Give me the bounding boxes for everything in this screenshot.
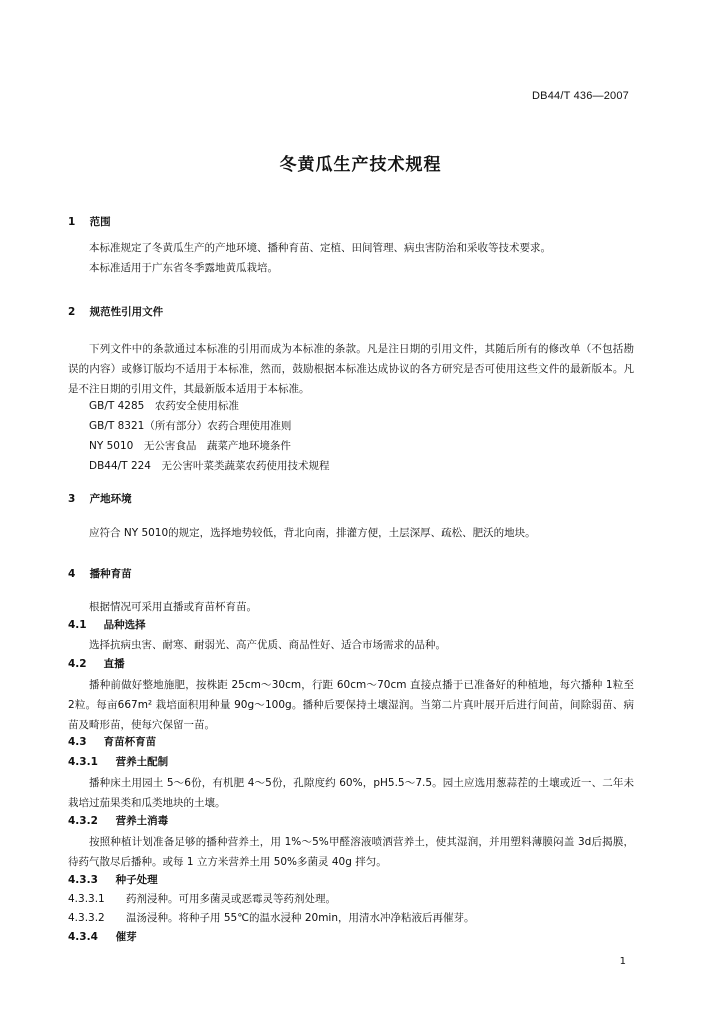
paragraph: 下列文件中的条款通过本标准的引用而成为本标准的条款。凡是注日期的引用文件，其随后所有的修改单（不包括勘误的内容）或修订版均不适用于本标准，然而，鼓励根据本标准达成协议的各方研究是否可使用这些文件的最新版本。凡是不注日期的引用文件，其最新版本适用于本标准。 — [68, 343, 634, 395]
subsection-number: 4.3.1 — [68, 756, 98, 768]
section-heading-3 — [68, 491, 132, 506]
subsection-title: 营养土配制 — [115, 756, 169, 768]
subsection-number: 4.2 — [68, 658, 87, 670]
subsection-number: 4.3.4 — [68, 931, 98, 943]
subsection-heading — [68, 734, 156, 749]
document-code: DB44/T 436—2007 — [532, 90, 629, 102]
subsection-number: 4.3.3 — [68, 874, 98, 886]
paragraph: 选择抗病虫害、耐寒、耐弱光、高产优质、商品性好、适合市场需求的品种。 — [89, 639, 446, 651]
section-title: 规范性引用文件 — [89, 306, 164, 318]
paragraph: 本标准规定了冬黄瓜生产的产地环境、播种育苗、定植、田间管理、病虫害防治和采收等技术要求。 — [89, 242, 551, 254]
subsection-title: 直播 — [103, 658, 125, 670]
subsection-heading — [68, 872, 158, 887]
subsection-number: 4.3 — [68, 736, 87, 748]
clause-number: 4.3.3.1 — [68, 893, 105, 905]
subsection-title: 催芽 — [115, 931, 137, 943]
clause-number: 4.3.3.2 — [68, 912, 105, 924]
section-number: 1 — [68, 216, 76, 228]
paragraph: 根据情况可采用直播或育苗杯育苗。 — [89, 601, 257, 613]
section-title: 播种育苗 — [89, 568, 132, 580]
reference-item: GB/T 4285 农药安全使用标准 — [89, 400, 239, 412]
section-number: 2 — [68, 306, 76, 318]
subsection-title: 品种选择 — [103, 619, 146, 631]
clause-item — [68, 891, 336, 906]
paragraph: 本标准适用于广东省冬季露地黄瓜栽培。 — [89, 262, 278, 274]
page-number: 1 — [619, 956, 626, 967]
document-title: 冬黄瓜生产技术规程 — [279, 155, 442, 175]
subsection-heading — [68, 754, 168, 769]
reference-item: GB/T 8321（所有部分）农药合理使用准则 — [89, 420, 292, 432]
clause-text: 温汤浸种。将种子用 55℃的温水浸种 20min，用清水冲净粘液后再催芽。 — [126, 912, 475, 924]
subsection-heading — [68, 656, 125, 671]
section-heading-4 — [68, 566, 132, 581]
section-heading-2 — [68, 304, 163, 319]
section-number: 4 — [68, 568, 76, 580]
clause-text: 药剂浸种。可用多菌灵或恶霉灵等药剂处理。 — [126, 893, 336, 905]
subsection-heading — [68, 929, 137, 944]
paragraph: 播种床土用园土 5～6份，有机肥 4～5份，孔隙度约 60%，pH5.5～7.5。园土应选用葱蒜茬的土壤或近一、二年未栽培过茄果类和瓜类地块的土壤。 — [68, 777, 634, 809]
clause-item — [68, 910, 475, 925]
paragraph: 按照种植计划准备足够的播种营养土，用 1%～5%甲醛溶液喷洒营养土，使其湿润，并用塑料薄膜闷盖 3d后揭膜，待药气散尽后播种。或每 1 立方米营养土用 50%多菌灵 40g 拌匀。 — [68, 836, 634, 868]
reference-item: DB44/T 224 无公害叶菜类蔬菜农药使用技术规程 — [89, 460, 330, 472]
subsection-heading — [68, 813, 168, 828]
subsection-heading — [68, 617, 146, 632]
subsection-number: 4.1 — [68, 619, 87, 631]
subsection-number: 4.3.2 — [68, 815, 98, 827]
subsection-title: 种子处理 — [115, 874, 158, 886]
subsection-title: 营养土消毒 — [115, 815, 169, 827]
section-heading-1 — [68, 214, 111, 229]
reference-item: NY 5010 无公害食品 蔬菜产地环境条件 — [89, 440, 291, 452]
section-number: 3 — [68, 493, 76, 505]
paragraph: 播种前做好整地施肥，按株距 25cm～30cm，行距 60cm～70cm 直接点播于已准备好的种植地，每穴播种 1粒至 2粒。每亩667m² 栽培面积用种量 90g～100g。播种后要保持土壤湿润。当第二片真叶展开后进行间苗，间除弱苗、病苗及畸形苗，使每穴保留一苗。 — [68, 679, 634, 731]
section-title: 产地环境 — [89, 493, 132, 505]
section-title: 范围 — [89, 216, 111, 228]
subsection-title: 育苗杯育苗 — [103, 736, 157, 748]
paragraph: 应符合 NY 5010的规定，选择地势较低，背北向南，排灌方便，土层深厚、疏松、肥沃的地块。 — [89, 527, 536, 539]
